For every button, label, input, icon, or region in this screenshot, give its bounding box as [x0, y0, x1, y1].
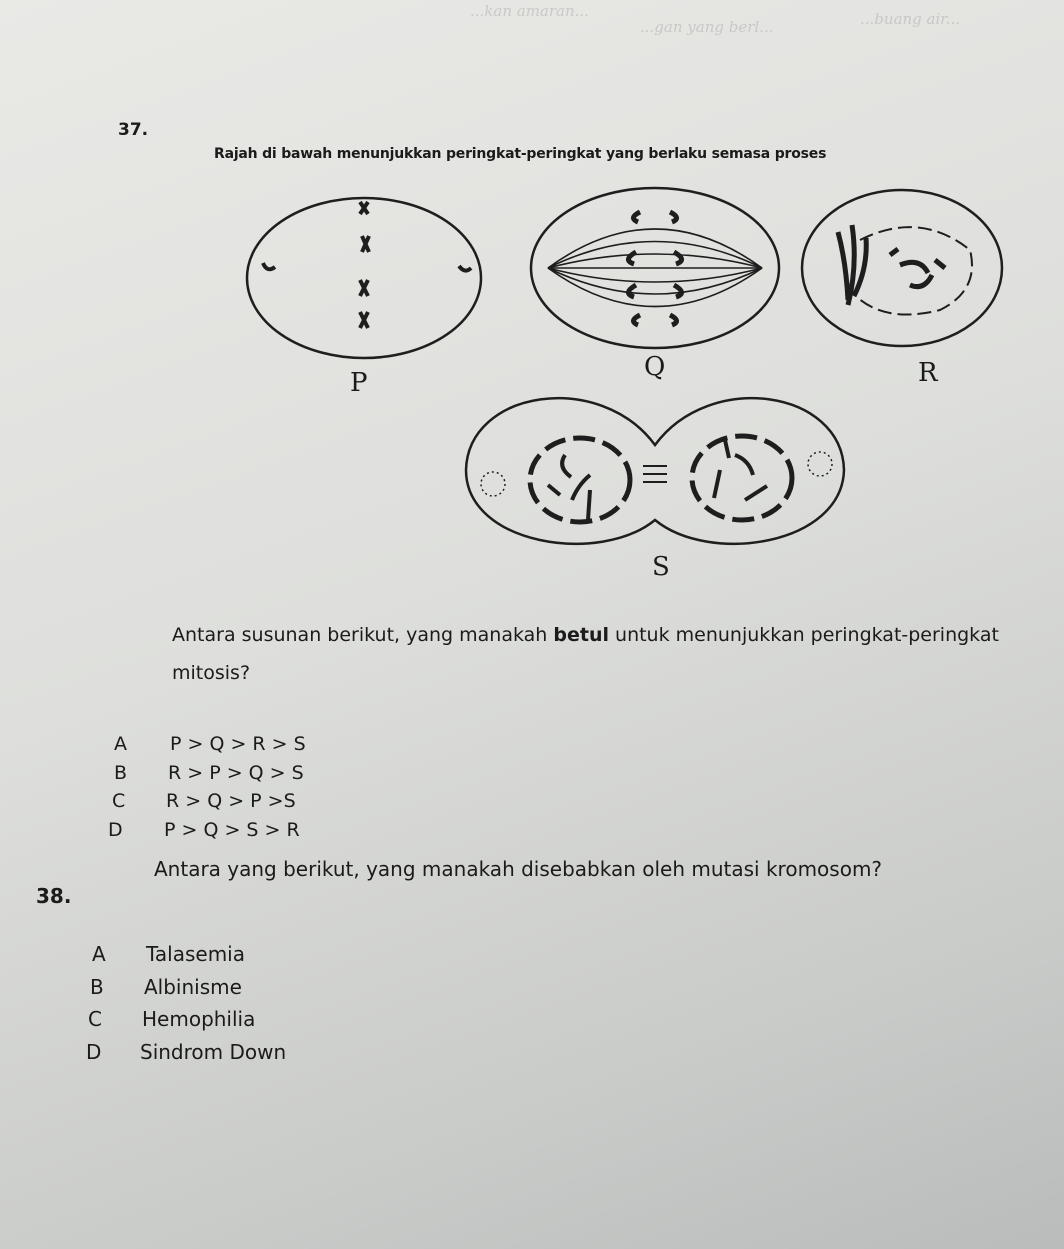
option-letter: A: [92, 942, 106, 966]
cell-p-chromosome: [360, 202, 369, 328]
cell-p-centriole-right: [459, 266, 471, 271]
q37-option-c[interactable]: [112, 790, 296, 812]
bleed-text-2: ...gan yang berl...: [640, 18, 774, 36]
cell-s-midbody: [643, 466, 667, 482]
option-letter: B: [90, 975, 104, 999]
stem-bold-word: betul: [553, 624, 609, 646]
cell-s-chromosomes: [548, 440, 767, 520]
option-text: Hemophilia: [142, 1007, 256, 1031]
cell-p-membrane: [247, 198, 481, 358]
cell-s-membrane: [466, 398, 844, 544]
q38-option-a[interactable]: [92, 942, 245, 966]
option-letter: A: [114, 733, 127, 755]
option-letter: D: [86, 1040, 102, 1064]
cell-s-nuclear-envelopes: [530, 436, 792, 522]
question-37-text: Rajah di bawah menunjukkan peringkat-peringkat yang berlaku semasa proses: [214, 146, 827, 162]
option-letter: B: [114, 762, 128, 784]
option-text: R > P > Q > S: [168, 762, 304, 784]
label-q: Q: [644, 352, 666, 382]
stem-part-1: Antara susunan berikut, yang manakah: [172, 624, 554, 646]
q38-option-d[interactable]: [86, 1040, 286, 1064]
option-text: R > Q > P >S: [166, 790, 296, 812]
option-letter: C: [88, 1007, 102, 1031]
question-37-stem: [172, 616, 1052, 692]
cell-p-centriole-left: [263, 263, 275, 269]
cell-r-membrane: [802, 190, 1002, 346]
q37-option-a[interactable]: [114, 733, 306, 755]
bleed-text-3: ...buang air...: [860, 10, 961, 28]
cell-q-spindle: [548, 229, 762, 307]
option-text: Talasemia: [146, 942, 245, 966]
option-text: P > Q > R > S: [170, 733, 306, 755]
question-38-number: 38.: [36, 884, 72, 908]
option-text: Albinisme: [144, 975, 242, 999]
q38-option-b[interactable]: [90, 975, 242, 999]
q37-option-d[interactable]: [108, 819, 300, 841]
option-text: Sindrom Down: [140, 1040, 287, 1064]
stem-part-2: untuk menunjukkan peringkat-peringkat mitosis?: [172, 624, 999, 684]
label-s: S: [652, 552, 670, 582]
option-letter: D: [108, 819, 123, 841]
q37-option-b[interactable]: [114, 762, 304, 784]
question-38-text: Antara yang berikut, yang manakah disebabkan oleh mutasi kromosom?: [154, 857, 883, 881]
q38-option-c[interactable]: [88, 1007, 255, 1031]
label-r: R: [918, 358, 938, 388]
option-letter: C: [112, 790, 126, 812]
option-text: P > Q > S > R: [164, 819, 300, 841]
question-37-number: 37.: [118, 120, 149, 140]
bleed-text-1: ...kan amaran...: [470, 2, 589, 20]
label-p: P: [350, 368, 368, 398]
